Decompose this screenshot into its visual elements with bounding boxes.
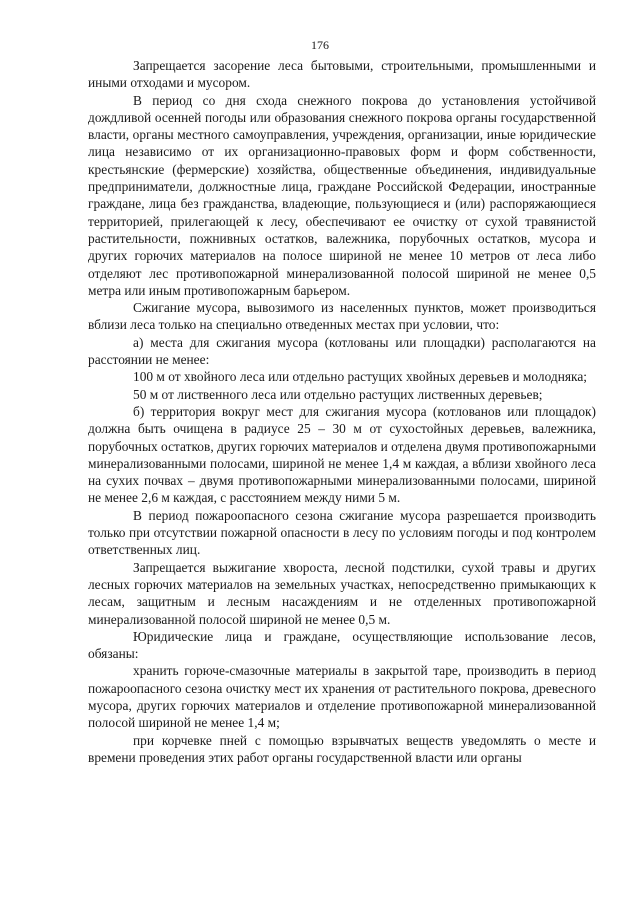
paragraph-item-a: а) места для сжигания мусора (котлованы или площадки) располагаются на расстоянии не менее: xyxy=(88,334,596,368)
document-body xyxy=(88,57,596,766)
page-number: 176 xyxy=(311,38,329,52)
paragraph-item-b: б) территория вокруг мест для сжигания мусора (котлованов или площадок) должна быть очищена в радиусе 25 – 30 м от сухостойных деревьев, валежника, порубочных остатков, других горючих материалов и отделена двумя противопожарными минерализованными полосами, шириной не менее 1,4 м каждая, а вблизи хвойного леса на сухих почвах – двумя противопожарными минерализованными полосами, шириной не менее 2,6 м каждая, с расстоянием между ними 5 м. xyxy=(88,403,596,506)
paragraph-fuel-storage: хранить горюче-смазочные материалы в закрытой таре, производить в период пожароопасного сезона очистку мест их хранения от растительного покрова, древесного мусора, других горючих материалов и отделение противопожарной минерализованной полосой шириной не менее 1,4 м; xyxy=(88,663,596,731)
paragraph-distance-coniferous: 100 м от хвойного леса или отдельно растущих хвойных деревьев и молодняка; xyxy=(133,369,587,385)
paragraph-burning-ban: Запрещается выжигание хвороста, лесной подстилки, сухой травы и других лесных горючих материалов на земельных участках, непосредственно примыкающих к лесам, защитным и лесным насаждениям и не отделенных противопожарной минерализованной полосой шириной не менее 0,5 м. xyxy=(88,559,596,627)
paragraph-territory-clearing: В период со дня схода снежного покрова до установления устойчивой дождливой осенней погоды или образования снежного покрова органы государственной власти, органы местного самоуправления, учреждения, организации, иные юридические лица независимо от их организационно-правовых форм и форм собственности, крестьянские (фермерские) хозяйства, общественные объединения, индивидуальные предприниматели, должностные лица, граждане Российской Федерации, иностранные граждане, лица без гражданства, владеющие, пользующиеся и (или) распоряжающиеся территорией, прилегающей к лесу, обеспечивают ее очистку от сухой травянистой растительности, пожнивных остатков, валежника, порубочных остатков, мусора и других горючих материалов на полосе шириной не менее 10 метров от леса либо отделяют лес противопожарной минерализованной полосой шириной не менее 0,5 метра или иным противопожарным барьером. xyxy=(88,92,596,298)
paragraph-stump-removal: при корчевке пней с помощью взрывчатых веществ уведомлять о месте и времени проведения этих работ органы государственной власти или органы xyxy=(88,732,596,765)
paragraph-littering-ban: Запрещается засорение леса бытовыми, строительными, промышленными и иными отходами и мусором. xyxy=(88,58,596,91)
paragraph-forest-users-obligations: Юридические лица и граждане, осуществляющие использование лесов, обязаны: xyxy=(88,628,596,662)
paragraph-waste-burning-conditions: Сжигание мусора, вывозимого из населенных пунктов, может производиться вблизи леса только на специально отведенных местах при условии, что: xyxy=(88,300,596,333)
paragraph-distance-deciduous: 50 м от лиственного леса или отдельно растущих лиственных деревьев; xyxy=(133,386,543,402)
paragraph-fire-season-burning: В период пожароопасного сезона сжигание мусора разрешается производить только при отсутствии пожарной опасности в лесу по условиям погоды и под контролем ответственных лиц. xyxy=(88,507,596,558)
